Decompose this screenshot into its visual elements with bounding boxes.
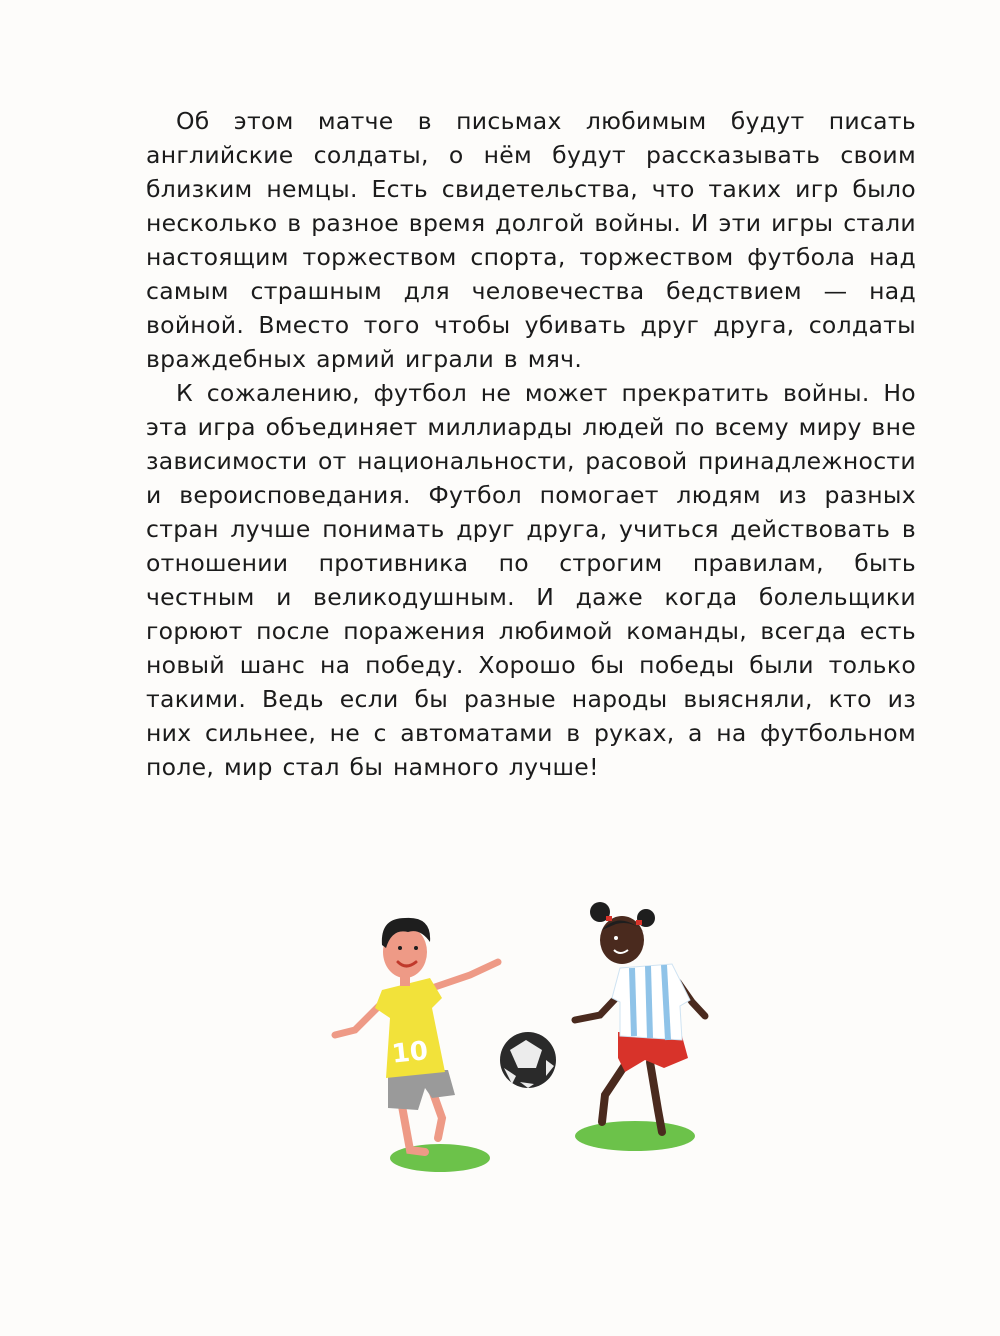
paragraph-1: Об этом матче в письмах любимым будут писать английские солдаты, о нём будут рассказывать своим близким немцы. Есть свидетельства, что таких игр было несколько в разное время долгой войны. И эти игры стали настоящим торжеством спорта, торжеством футбола над самым страшным для человечества бедствием — над войной. Вместо того чтобы убивать друг друга, солдаты враждебных армий играли в мяч. [146, 107, 916, 373]
paragraph-2: К сожалению, футбол не может прекратить войны. Но эта игра объединяет миллиарды людей по всему миру вне зависимости от национальности, расовой принадлежности и вероисповедания. Футбол помогает людям из разных стран лучше понимать друг друга, учиться действовать в отношении противника по строгим правилам, быть честным и великодушным. И даже когда болельщики горюют после поражения любимой команды, всегда есть новый шанс на победу. Хорошо бы победы были только такими. Ведь если бы разные народы выясняли, кто из них сильнее, не с автоматами в руках, а на футбольном поле, мир стал бы намного лучше! [146, 379, 917, 781]
boy-shirt-number: 10 [390, 1036, 430, 1070]
football-illustration [320, 890, 720, 1190]
girl-figure [575, 902, 705, 1132]
soccer-ball [500, 1032, 556, 1088]
boy-figure [335, 918, 498, 1152]
text-block [146, 104, 916, 784]
grass-patch-right [575, 1121, 695, 1151]
grass-patch-left [390, 1144, 490, 1172]
